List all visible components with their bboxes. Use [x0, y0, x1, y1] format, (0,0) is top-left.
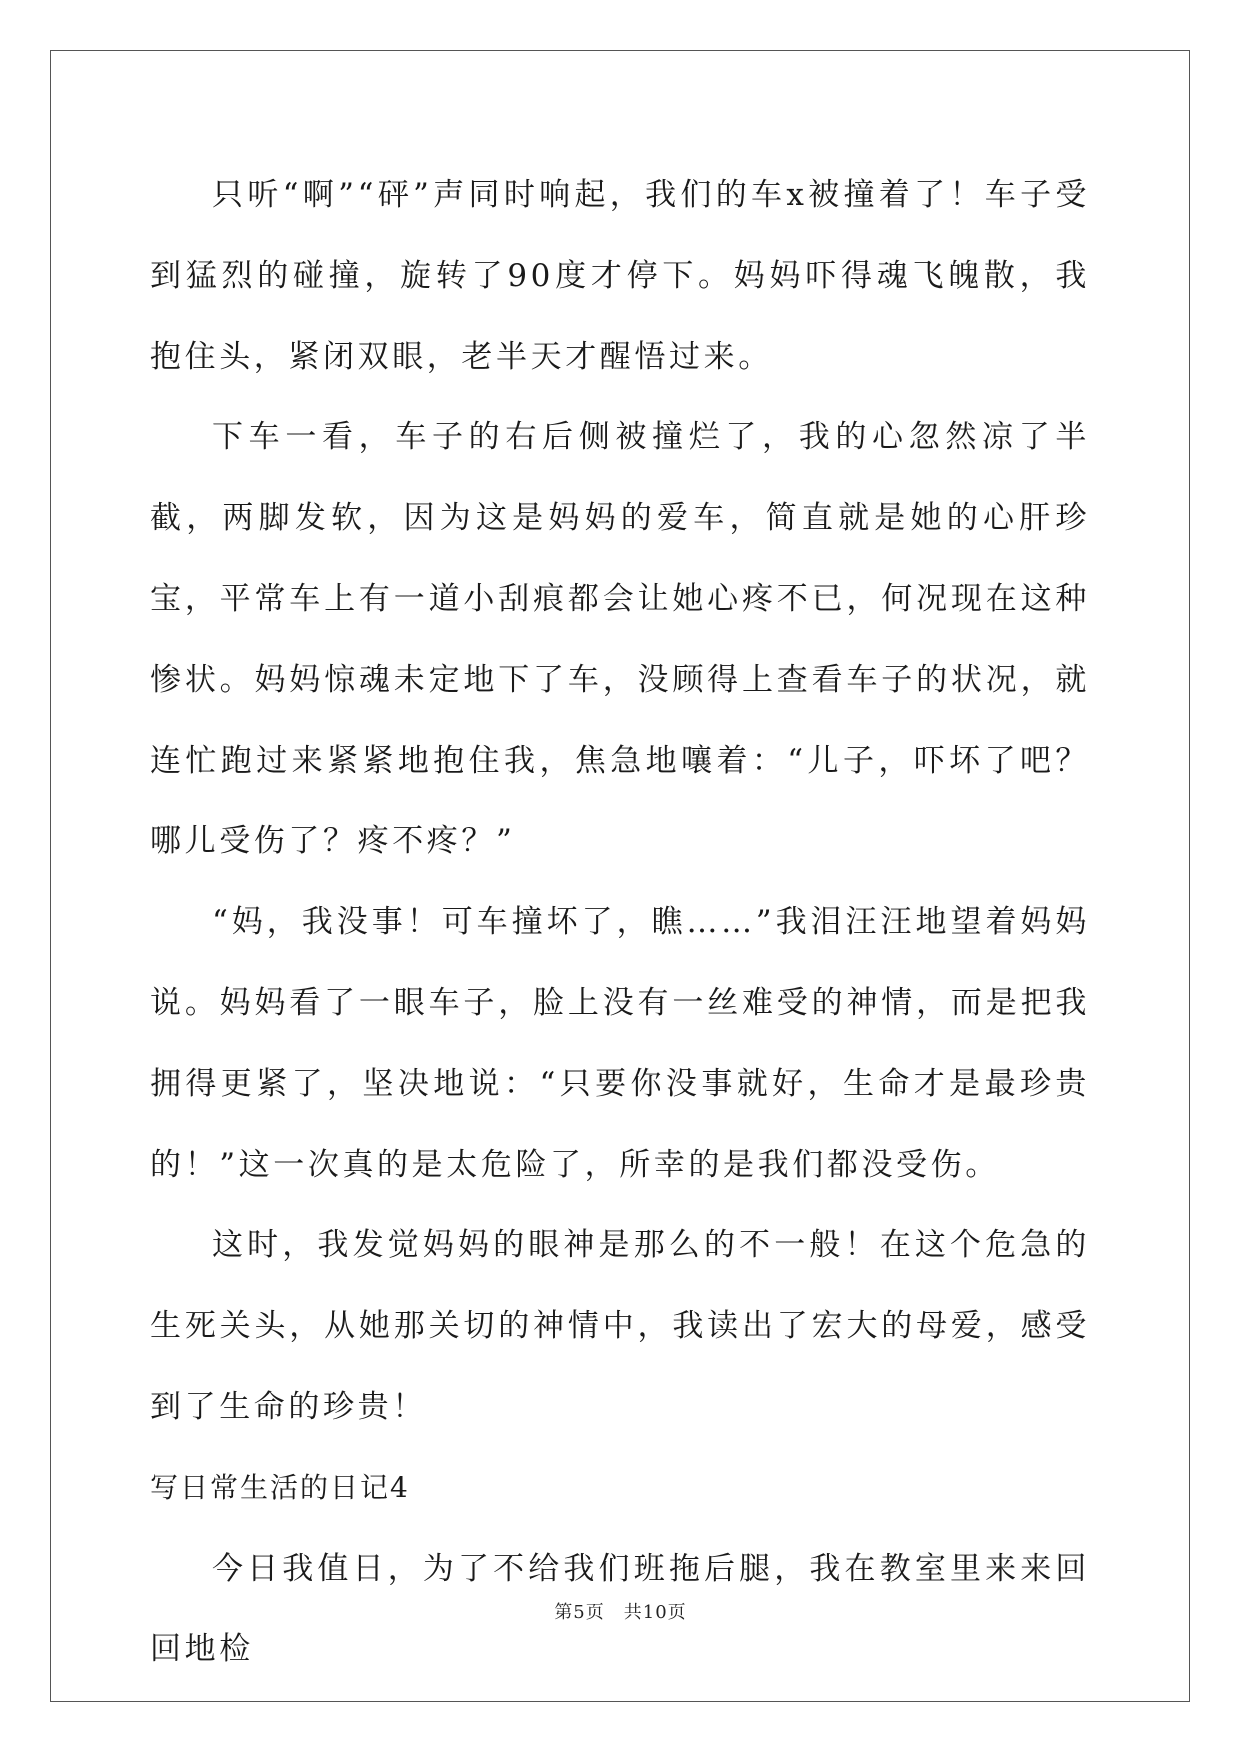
paragraph-2: 下车一看，车子的右后侧被撞烂了，我的心忽然凉了半截，两脚发软，因为这是妈妈的爱车，简直就是她的心肝珍宝，平常车上有一道小刮痕都会让她心疼不已，何况现在这种惨状。妈妈惊魂未定地下了车，没顾得上查看车子的状况，就连忙跑过来紧紧地抱住我，焦急地嚷着：“儿子，吓坏了吧？哪儿受伤了？疼不疼？”: [150, 419, 1090, 860]
paragraph-1: 只听“啊”“砰”声同时响起，我们的车x被撞着了！车子受到猛烈的碰撞，旋转了90度才停下。妈妈吓得魂飞魄散，我抱住头，紧闭双眼，老半天才醒悟过来。: [150, 177, 1090, 375]
paragraph-5: 今日我值日，为了不给我们班拖后腿，我在教室里来来回回地检: [150, 1550, 1090, 1668]
paragraph-3: “妈，我没事！可车撞坏了，瞧……”我泪汪汪地望着妈妈说。妈妈看了一眼车子，脸上没有一丝难受的神情，而是把我拥得更紧了，坚决地说：“只要你没事就好，生命才是最珍贵的！”这一次真的是太危险了，所幸的是我们都没受伤。: [150, 904, 1090, 1183]
page-number: 第5页 共10页: [554, 1602, 687, 1623]
section-title: 写日常生活的日记4: [150, 1470, 410, 1504]
paragraph-4: 这时，我发觉妈妈的眼神是那么的不一般！在这个危急的生死关头，从她那关切的神情中，我读出了宏大的母爱，感受到了生命的珍贵！: [150, 1227, 1090, 1425]
document-body: [150, 155, 1090, 1690]
